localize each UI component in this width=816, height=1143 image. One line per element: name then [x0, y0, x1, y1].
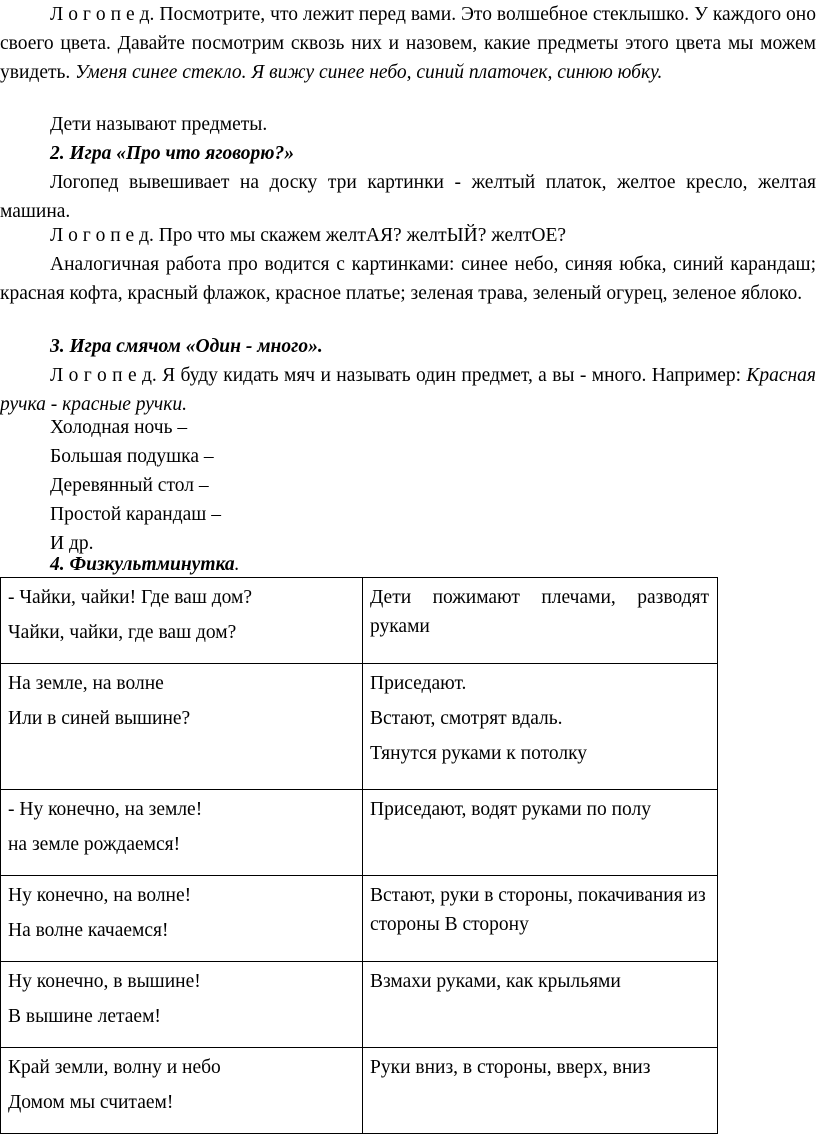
action-cell: Взмахи руками, как крыльями — [363, 962, 718, 1048]
table-row — [1, 664, 718, 790]
list-item: Простой карандаш – — [50, 504, 221, 525]
paragraph-pictures: Логопед вывешивает на доску три картинки - желтый платок, желтое кресло, желтая машина. — [0, 172, 816, 222]
verse-cell: - Чайки, чайки! Где ваш дом? Чайки, чайки, где ваш дом? — [1, 578, 363, 664]
action-cell: Встают, руки в стороны, покачивания из стороны В сторону — [363, 876, 718, 962]
action-cell: Дети пожимают плечами, разводят руками — [363, 578, 718, 664]
action-cell: Приседают, водят руками по полу — [363, 790, 718, 876]
verse-cell: - Ну конечно, на земле! на земле рождаемся! — [1, 790, 363, 876]
heading-game-2: 2. Игра «Про что яговорю?» — [50, 143, 294, 164]
heading-physical-break: 4. Физкультминутка. — [50, 554, 240, 575]
verse-cell: Ну конечно, на волне! На волне качаемся! — [1, 876, 363, 962]
table-row — [1, 876, 718, 962]
speaker-label: Л о г о п е д. — [50, 4, 155, 25]
list-item: Холодная ночь – — [50, 417, 188, 438]
verse-cell: Край земли, волну и небо Домом мы считаем! — [1, 1048, 363, 1134]
paragraph-question: Л о г о п е д. Про что мы скажем желтАЯ? желтЫЙ? желтОЕ? — [50, 225, 567, 246]
paragraph-intro — [0, 0, 816, 87]
list-item: Большая подушка – — [50, 446, 214, 467]
example-text: Уменя синее стекло. Я вижу синее небо, синий платочек, синюю юбку. — [75, 62, 663, 83]
verse-cell: Ну конечно, в вышине! В вышине летаем! — [1, 962, 363, 1048]
action-cell: Приседают. Встают, смотрят вдаль. Тянутся руками к потолку — [363, 664, 718, 790]
table-row — [1, 790, 718, 876]
paragraph-ball-game — [0, 361, 816, 419]
verse-cell: На земле, на волне Или в синей вышине? — [1, 664, 363, 790]
paragraph-text: Посмотрите, что лежит перед вами. Это волшебное стеклышко. У каждого оно своего цвета. Давайте посмотрим сквозь них и назовем, какие предметы этого цвета мы можем увидеть. — [0, 4, 816, 83]
table-row — [1, 962, 718, 1048]
table-row — [1, 1048, 718, 1134]
action-cell: Руки вниз, в стороны, вверх, вниз — [363, 1048, 718, 1134]
list-item: Деревянный стол – — [50, 475, 209, 496]
paragraph-children-name: Дети называют предметы. — [50, 114, 268, 135]
example-text: Красная ручка - красные ручки. — [0, 365, 816, 415]
table-row — [1, 578, 718, 664]
speaker-label: Л о г о п е д. — [50, 365, 157, 386]
list-item: И др. — [50, 533, 94, 554]
heading-game-3: 3. Игра смячом «Один - много». — [50, 336, 323, 357]
exercise-table — [0, 577, 718, 1134]
paragraph-text: Я буду кидать мяч и называть один предмет, а вы - много. Например: — [156, 365, 747, 386]
paragraph-analogous: Аналогичная работа про водится с картинками: синее небо, синяя юбка, синий карандаш; красная кофта, красный флажок, красное платье; зеленая трава, зеленый огурец, зеленое яблоко. — [0, 254, 816, 304]
